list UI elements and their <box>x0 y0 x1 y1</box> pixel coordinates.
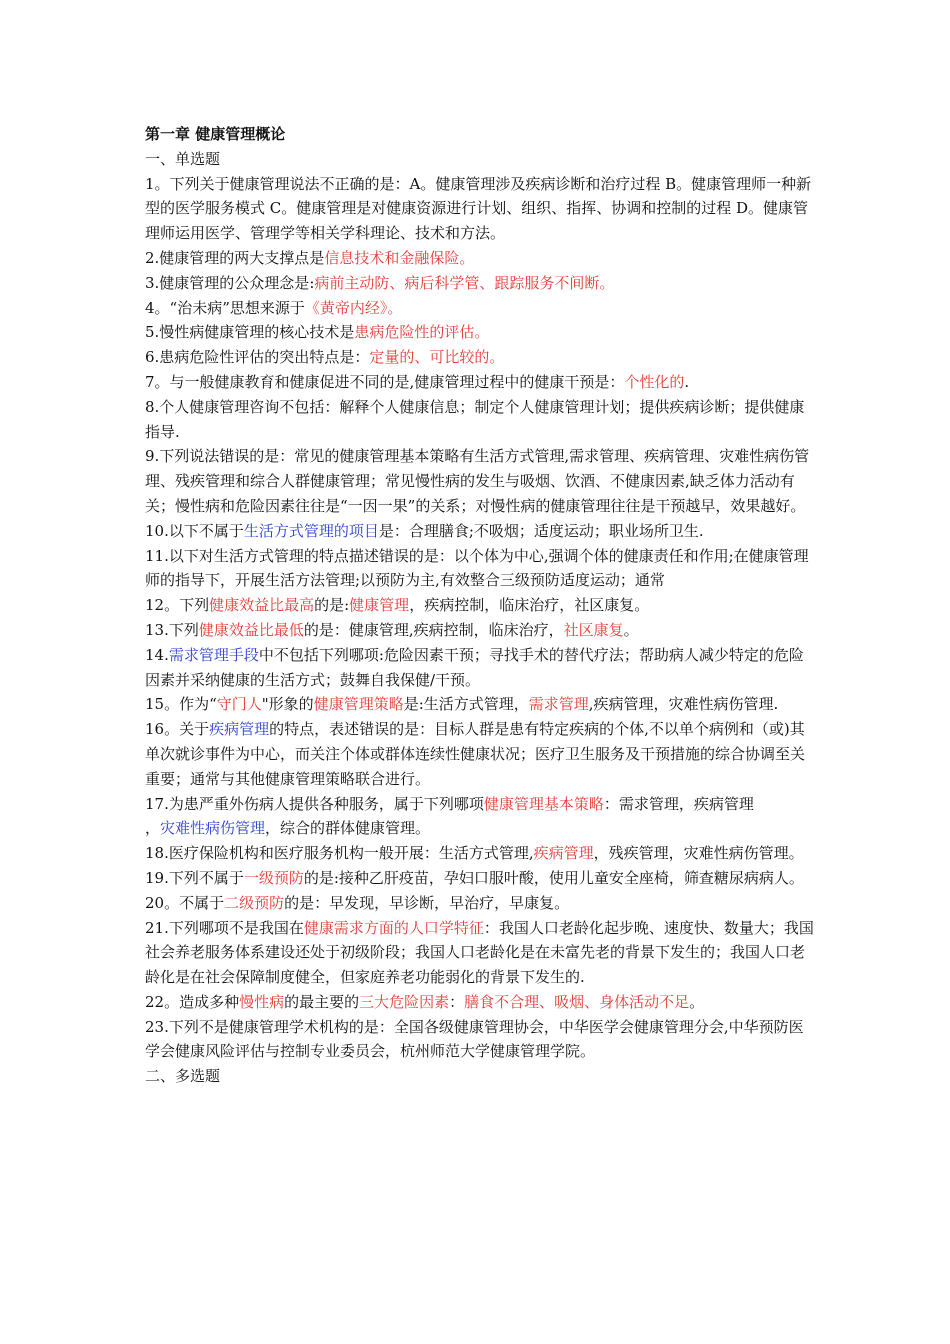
question-paragraph <box>145 519 817 544</box>
body-text: 中不包括下列哪项:危险因素干预；寻找手术的替代疗法；帮助病人减少特定的危险因素并采纳健康的生活方式；鼓舞自我保健/干预。 <box>145 645 804 689</box>
highlighted-text: 守门人 <box>216 695 262 714</box>
highlighted-text: 需求管理手段 <box>168 645 259 664</box>
body-text: ，疾病控制，临床治疗，社区康复。 <box>409 596 650 615</box>
highlighted-text: 《黄帝内经》。 <box>304 298 403 317</box>
question-paragraph <box>145 395 817 445</box>
body-text: . <box>684 372 690 391</box>
body-text: 9.下列说法错误的是：常见的健康管理基本策略有生活方式管理,需求管理、疾病管理、灾难性病伤管理、残疾管理和综合人群健康管理；常见慢性病的发生与吸烟、饮酒、不健康因素,缺乏体力活动有关；慢性病和危险因素往往是“一因一果”的关系；对慢性病的健康管理往往是干预越早，效果越好。 <box>145 447 810 515</box>
body-text: ， <box>145 819 161 838</box>
body-text: 。 <box>689 992 705 1011</box>
question-paragraph <box>145 916 817 990</box>
body-text: 是:生活方式管理， <box>403 695 529 714</box>
question-paragraph <box>145 618 817 643</box>
body-text: 17.为患严重外伤病人提供各种服务，属于下列哪项 <box>145 794 484 813</box>
highlighted-text: 疾病管理 <box>533 844 594 863</box>
question-paragraph <box>145 296 817 321</box>
question-paragraph <box>145 692 817 717</box>
highlighted-text: 生活方式管理的项目 <box>243 521 379 540</box>
body-text: 15。作为“ <box>145 695 217 714</box>
document-body <box>145 122 817 1089</box>
question-paragraph <box>145 345 817 370</box>
body-text: 的是：早发现，早诊断，早治疗，早康复。 <box>284 893 570 912</box>
body-text: 。 <box>623 620 639 639</box>
highlighted-text: 信息技术和金融保险。 <box>324 248 475 267</box>
body-text: ，综合的群体健康管理。 <box>265 819 431 838</box>
chapter-title: 第一章 健康管理概论 <box>145 125 286 143</box>
body-text: 3.健康管理的公众理念是: <box>145 273 315 292</box>
body-text: 14. <box>145 645 169 664</box>
body-text: 6.患病危险性评估的突出特点是： <box>145 348 370 367</box>
question-paragraph <box>145 1015 817 1065</box>
body-text: 5.慢性病健康管理的核心技术是 <box>145 323 355 342</box>
highlighted-text: 社区康复 <box>563 620 624 639</box>
body-text: 20。不属于 <box>145 893 225 912</box>
question-paragraph <box>145 990 817 1015</box>
highlighted-text: 慢性病 <box>239 992 285 1011</box>
body-text: 18.医疗保险机构和医疗服务机构一般开展：生活方式管理, <box>145 844 534 863</box>
body-text: 10.以下不属于 <box>145 521 244 540</box>
body-text: 16。关于 <box>145 720 210 739</box>
highlighted-text: 二级预防 <box>224 893 285 912</box>
highlighted-text: 患病危险性的评估。 <box>354 323 490 342</box>
highlighted-text: 疾病管理 <box>209 720 270 739</box>
body-text: 的特点，表述错误的是：目标人群是患有特定疾病的个体,不以单个病例和（或)其单次就诊事件为中心，而关注个体或群体连续性健康状况；医疗卫生服务及干预措施的综合协调至关重要；通常与其他健康管理策略联合进行。 <box>145 720 806 788</box>
section-heading-multiple-choice: 二、多选题 <box>145 1067 221 1086</box>
question-paragraph <box>145 320 817 345</box>
highlighted-text: 健康效益比最低 <box>198 620 304 639</box>
highlighted-text: 健康管理策略 <box>313 695 404 714</box>
question-paragraph <box>145 816 817 841</box>
question-paragraph <box>145 891 817 916</box>
question-list <box>145 172 817 1065</box>
body-text: 的最主要的 <box>284 992 360 1011</box>
question-paragraph <box>145 246 817 271</box>
highlighted-text: 定量的、可比较的。 <box>369 348 505 367</box>
body-text: 4。“治未病”思想来源于 <box>145 298 305 317</box>
highlighted-text: 健康管理基本策略 <box>483 794 604 813</box>
body-text: 7。与一般健康教育和健康促进不同的是,健康管理过程中的健康干预是： <box>145 372 625 391</box>
body-text: 8.个人健康管理咨询不包括：解释个人健康信息；制定个人健康管理计划；提供疾病诊断；提供健康指导. <box>145 397 805 441</box>
question-paragraph <box>145 643 817 693</box>
highlighted-text: 个性化的 <box>624 372 685 391</box>
highlighted-text: 膳食不合理、吸烟、身体活动不足 <box>464 992 690 1011</box>
question-paragraph <box>145 593 817 618</box>
body-text: 是：合理膳食;不吸烟；适度运动；职业场所卫生. <box>378 521 704 540</box>
body-text: ：需求管理，疾病管理 <box>603 794 754 813</box>
highlighted-text: 健康管理 <box>349 596 410 615</box>
body-text: ：我国人口老龄化起步晚、速度快、数量大；我国社会养老服务体系建设还处于初级阶段；我国人口老龄化是在未富先老的背景下发生的；我国人口老龄化是在社会保障制度健全，但家庭养老功能弱化的背景下发生的. <box>145 918 814 987</box>
highlighted-text: 一级预防 <box>243 868 304 887</box>
question-paragraph <box>145 866 817 891</box>
body-text: ： <box>449 992 465 1011</box>
body-text: 23.下列不是健康管理学术机构的是：全国各级健康管理协会，中华医学会健康管理分会,中华预防医学会健康风险评估与控制专业委员会，杭州师范大学健康管理学院。 <box>145 1017 804 1061</box>
body-text: 2.健康管理的两大支撑点是 <box>145 248 325 267</box>
question-paragraph <box>145 717 817 791</box>
section-heading-single-choice: 一、单选题 <box>145 149 221 168</box>
body-text: 的是:接种乙肝疫苗，孕妇口服叶酸，使用儿童安全座椅，筛查糖尿病病人。 <box>303 868 804 887</box>
body-text: 1。下列关于健康管理说法不正确的是：A。健康管理涉及疾病诊断和治疗过程 B。健康管理师一种新型的医学服务模式 C。健康管理是对健康资源进行计划、组织、指挥、协调和控制的过程 D。健康管理师运用医学、管理学等相关学科理论、技术和方法。 <box>145 174 812 243</box>
highlighted-text: 灾难性病伤管理 <box>160 819 266 838</box>
question-paragraph <box>145 370 817 395</box>
body-text: 的是: <box>314 596 350 615</box>
body-text: 21.下列哪项不是我国在 <box>145 918 304 937</box>
highlighted-text: 健康需求方面的人口学特征 <box>303 918 484 937</box>
body-text: "形象的 <box>261 695 314 714</box>
body-text: 12。下列 <box>145 596 210 615</box>
question-paragraph <box>145 172 817 246</box>
highlighted-text: 需求管理 <box>528 695 589 714</box>
question-paragraph <box>145 544 817 594</box>
question-paragraph <box>145 792 817 817</box>
body-text: 13.下列 <box>145 620 199 639</box>
body-text: 22。造成多种 <box>145 992 240 1011</box>
question-paragraph <box>145 271 817 296</box>
question-paragraph <box>145 444 817 518</box>
body-text: ，残疾管理，灾难性病伤管理。 <box>593 844 804 863</box>
body-text: 11.以下对生活方式管理的特点描述错误的是：以个体为中心,强调个体的健康责任和作用;在健康管理师的指导下，开展生活方法管理;以预防为主,有效整合三级预防适度运动；通常 <box>145 546 809 590</box>
body-text: ,疾病管理，灾难性病伤管理. <box>588 695 779 714</box>
question-paragraph <box>145 841 817 866</box>
highlighted-text: 三大危险因素 <box>359 992 450 1011</box>
highlighted-text: 病前主动防、病后科学管、跟踪服务不间断。 <box>314 273 615 292</box>
body-text: 19.下列不属于 <box>145 868 244 887</box>
highlighted-text: 健康效益比最高 <box>209 596 315 615</box>
body-text: 的是：健康管理,疾病控制，临床治疗， <box>303 620 564 639</box>
